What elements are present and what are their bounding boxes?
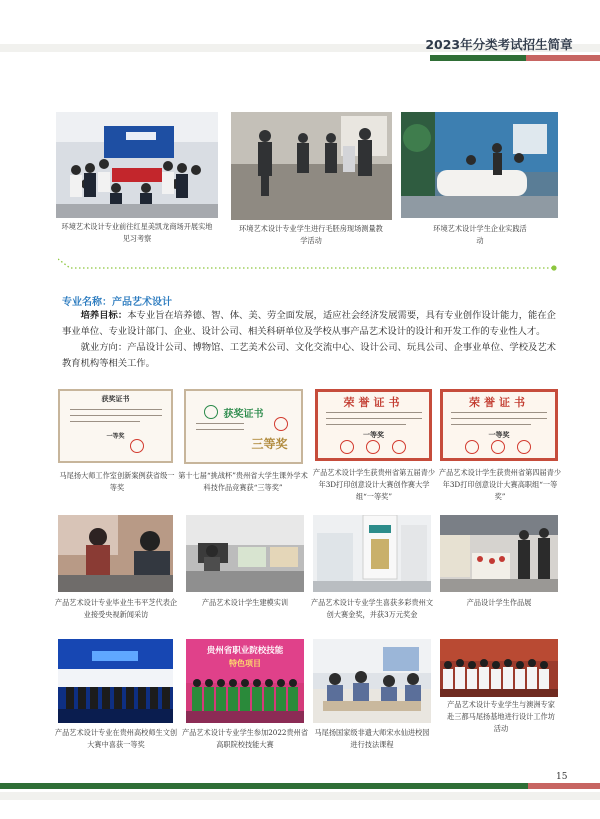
caption-certificate-1: 马尾扬大师工作室创新案例获省级一等奖 — [59, 471, 175, 492]
dotted-divider — [58, 257, 558, 271]
photo-cctv-interview — [58, 515, 173, 592]
photo-student-exhibition — [440, 515, 558, 592]
caption-site-measuring: 环境艺术设计专业学生进行毛胚房现场测量教学活动 — [239, 224, 383, 245]
certificate-award: 一等奖 — [488, 430, 510, 439]
certificate-award: 一等奖 — [363, 430, 384, 439]
photo-design-workshop — [440, 639, 558, 697]
caption-certificate-4: 产品艺术设计学生获贵州省第四届青少年3D打印创意设计大赛高职组“一等奖” — [438, 468, 562, 501]
certificate-4 — [440, 389, 558, 461]
training-goal-paragraph — [62, 308, 556, 340]
certificate-award: 一等奖 — [106, 433, 125, 440]
career-label: 就业方向： — [80, 342, 128, 353]
footer-accent-red — [528, 783, 600, 789]
photo-skills-competition — [186, 639, 304, 723]
caption-skills-competition: 产品艺术设计专业学生参加2022贵州省高职院校技能大赛 — [181, 728, 309, 749]
header-accent-green — [430, 55, 526, 61]
competition-banner-subtext: 特色项目 — [229, 659, 261, 668]
caption-cultural-creative-contest: 产品艺术设计专业在贵州高校师生文创大赛中喜获一等奖 — [54, 728, 178, 749]
photo-modeling-training — [186, 515, 304, 592]
caption-design-gold-award: 产品艺术设计专业学生喜获多彩贵州文创大赛金奖，并获3万元奖金 — [310, 598, 434, 619]
certificate-title: 获奖证书 — [101, 394, 130, 403]
caption-certificate-2: 第十七届“挑战杯”贵州省大学生课外学术科技作品竞赛获“三等奖” — [178, 471, 308, 492]
caption-cctv-interview: 产品艺术设计专业毕业生韦平芝代表企业接受央视新闻采访 — [54, 598, 178, 619]
caption-modeling-training: 产品艺术设计学生建模实训 — [201, 598, 289, 607]
photo-design-gold-award — [313, 515, 431, 592]
caption-field-trip: 环境艺术设计专业前往红星美凯龙商场开展实地见习考察 — [61, 222, 213, 243]
goal-text: 本专业旨在培养德、智、体、美、劳全面发展，适应社会经济发展需要，具有专业创作设计能力，能在企事业单位、专业设计部门、企业、设计公司、相关科研单位及学校从事产品艺术设计的设计和开发工作的专业性人才。 — [62, 310, 556, 337]
header-title: 2023年分类考试招生简章 — [425, 37, 573, 52]
major-title: 专业名称：产品艺术设计 — [62, 297, 172, 308]
caption-heritage-master-class: 马尾扬国家级非遗大师宋水仙进校园进行技法课程 — [314, 728, 430, 749]
certificate-title: 荣誉证书 — [343, 396, 404, 409]
caption-enterprise-practice: 环境艺术设计学生企业实践活动 — [433, 224, 527, 245]
photo-cultural-creative-contest — [58, 639, 173, 723]
photo-field-trip — [56, 112, 218, 218]
page-number: 15 — [556, 772, 568, 782]
footer-accent-green — [0, 783, 528, 789]
photo-site-measuring — [231, 112, 392, 220]
career-paragraph — [62, 340, 556, 372]
caption-certificate-3: 产品艺术设计学生获贵州省第五届青少年3D打印创意设计大赛创作赛大学组“一等奖” — [312, 468, 436, 501]
header-accent-red — [526, 55, 600, 61]
caption-design-workshop: 产品艺术设计专业学生与澳洲专家赴三都马尾扬基地进行设计工作坊活动 — [447, 700, 555, 733]
certificate-title: 荣誉证书 — [469, 396, 529, 409]
photo-enterprise-practice — [401, 112, 558, 218]
certificate-title: 获奖证书 — [223, 409, 264, 420]
footer-band — [0, 792, 600, 800]
caption-student-exhibition: 产品设计学生作品展 — [466, 598, 532, 607]
certificate-3 — [315, 389, 432, 461]
certificate-2 — [184, 389, 303, 464]
photo-heritage-master-class — [313, 639, 431, 723]
career-text: 产品设计公司、博物馆、工艺美术公司、文化交流中心、设计公司、玩具公司、企事业单位、学校及艺术教育机构等相关工作。 — [62, 342, 556, 369]
certificate-award: 三等奖 — [251, 437, 288, 451]
certificate-1 — [58, 389, 173, 463]
competition-banner-text: 贵州省职业院校技能 — [206, 646, 284, 656]
goal-label: 培养目标： — [80, 310, 128, 321]
